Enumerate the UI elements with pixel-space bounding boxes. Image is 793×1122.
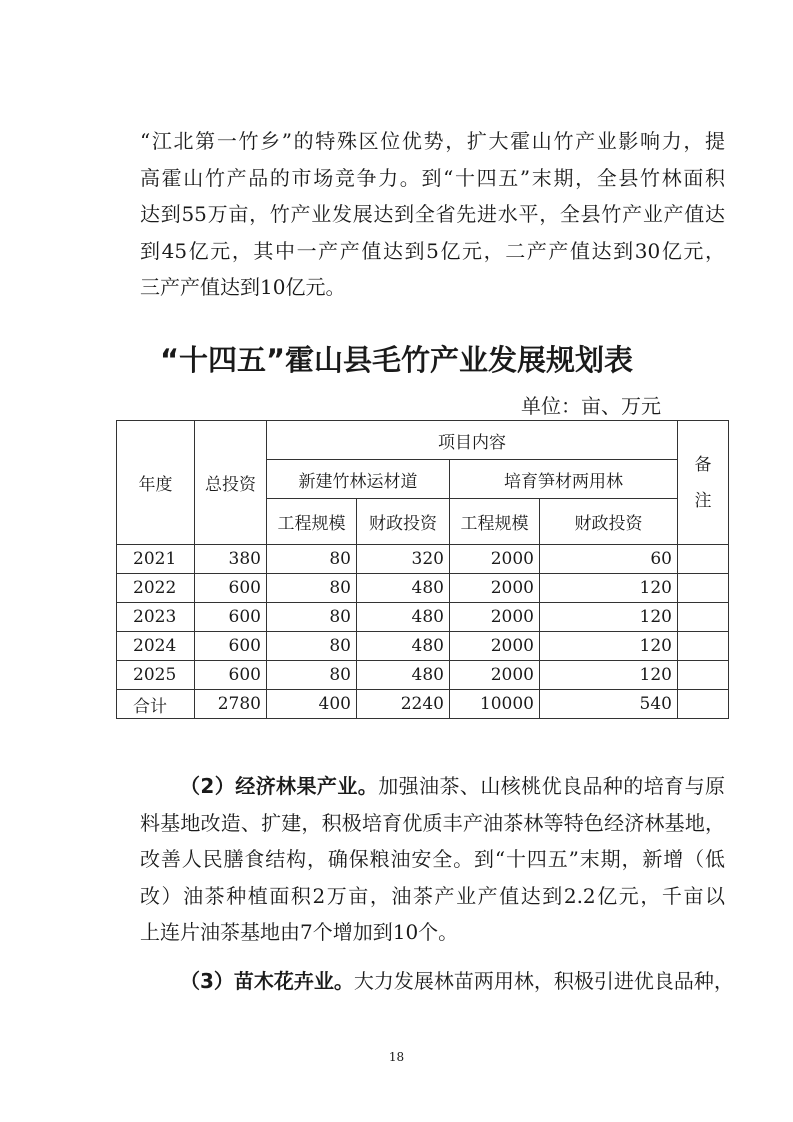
cell-road-finance: 2240 — [357, 690, 450, 719]
cell-note — [678, 661, 729, 690]
cell-road-scale: 80 — [267, 632, 357, 661]
cell-road-scale: 400 — [267, 690, 357, 719]
table-title: “十四五”霍山县毛竹产业发展规划表 — [159, 343, 634, 377]
cell-road-finance: 320 — [357, 545, 450, 574]
header-new-road: 新建竹林运材道 — [267, 460, 450, 499]
cell-note — [678, 574, 729, 603]
header-road-finance: 财政投资 — [357, 499, 450, 545]
text-line: 改善人民膳食结构，确保粮油安全。到“十四五”末期，新增（低 — [140, 847, 725, 871]
cell-forest-finance: 120 — [540, 632, 678, 661]
cell-year: 合计 — [117, 690, 195, 719]
table-row — [117, 661, 729, 690]
cell-total: 380 — [195, 545, 267, 574]
cell-road-scale: 80 — [267, 603, 357, 632]
header-road-scale: 工程规模 — [267, 499, 357, 545]
header-year: 年度 — [117, 421, 195, 545]
header-dual-forest: 培育笋材两用林 — [450, 460, 678, 499]
cell-road-scale: 80 — [267, 574, 357, 603]
cell-year: 2022 — [117, 574, 195, 603]
table-unit: 单位：亩、万元 — [521, 394, 661, 418]
header-project-content: 项目内容 — [267, 421, 678, 460]
cell-year: 2023 — [117, 603, 195, 632]
nursery-paragraph — [140, 963, 734, 1000]
table-row — [117, 603, 729, 632]
cell-forest-scale: 2000 — [450, 632, 540, 661]
section-heading: （2）经济林果产业。 — [180, 774, 379, 798]
page-number: 18 — [388, 1050, 405, 1064]
text-run: 加强油茶、山核桃优良品种的培育与原 — [378, 774, 726, 798]
cell-note — [678, 603, 729, 632]
cell-note — [678, 690, 729, 719]
header-total-investment: 总投资 — [195, 421, 267, 545]
economic-forest-paragraph — [140, 768, 725, 951]
cell-forest-finance: 120 — [540, 603, 678, 632]
cell-forest-finance: 120 — [540, 661, 678, 690]
intro-paragraph — [140, 123, 725, 306]
text-line: 三产产值达到10亿元。 — [140, 275, 346, 299]
section-heading: （3）苗木花卉业。 — [180, 969, 354, 993]
cell-total: 600 — [195, 632, 267, 661]
cell-road-finance: 480 — [357, 661, 450, 690]
cell-road-scale: 80 — [267, 545, 357, 574]
table-row — [117, 632, 729, 661]
text-line: 料基地改造、扩建，积极培育优质丰产油茶林等特色经济林基地， — [140, 810, 725, 835]
cell-year: 2024 — [117, 632, 195, 661]
cell-road-finance: 480 — [357, 632, 450, 661]
cell-road-finance: 480 — [357, 603, 450, 632]
cell-forest-scale: 2000 — [450, 661, 540, 690]
cell-year: 2021 — [117, 545, 195, 574]
text-line: “江北第一竹乡”的特殊区位优势，扩大霍山竹产业影响力，提 — [140, 129, 725, 153]
header-forest-finance: 财政投资 — [540, 499, 678, 545]
cell-year: 2025 — [117, 661, 195, 690]
text-line — [140, 963, 734, 1000]
cell-total: 600 — [195, 661, 267, 690]
header-remarks-text: 备注 — [694, 454, 712, 511]
header-remarks — [678, 421, 729, 545]
header-forest-scale: 工程规模 — [450, 499, 540, 545]
text-line: 改）油茶种植面积2万亩，油茶产业产值达到2.2亿元，千亩以 — [140, 883, 725, 908]
text-line: 高霍山竹产品的市场竞争力。到“十四五”末期，全县竹林面积 — [140, 165, 725, 190]
cell-total: 600 — [195, 574, 267, 603]
cell-forest-scale: 10000 — [450, 690, 540, 719]
table-row — [117, 574, 729, 603]
bamboo-plan-table — [116, 420, 729, 719]
cell-forest-scale: 2000 — [450, 574, 540, 603]
text-line: 到45亿元，其中一产产值达到5亿元，二产产值达到30亿元， — [140, 238, 725, 263]
cell-forest-finance: 540 — [540, 690, 678, 719]
cell-note — [678, 545, 729, 574]
text-line: 达到55万亩，竹产业发展达到全省先进水平，全县竹产业产值达 — [140, 202, 725, 226]
cell-total: 600 — [195, 603, 267, 632]
cell-total: 2780 — [195, 690, 267, 719]
text-line — [140, 768, 725, 805]
cell-forest-finance: 60 — [540, 545, 678, 574]
text-line: 上连片油茶基地由7个增加到10个。 — [140, 920, 459, 944]
cell-road-finance: 480 — [357, 574, 450, 603]
table-sum-row — [117, 690, 729, 719]
cell-note — [678, 632, 729, 661]
cell-forest-scale: 2000 — [450, 603, 540, 632]
table-row — [117, 545, 729, 574]
cell-forest-finance: 120 — [540, 574, 678, 603]
cell-forest-scale: 2000 — [450, 545, 540, 574]
text-run: 大力发展林苗两用林，积极引进优良品种， — [353, 969, 734, 993]
cell-road-scale: 80 — [267, 661, 357, 690]
